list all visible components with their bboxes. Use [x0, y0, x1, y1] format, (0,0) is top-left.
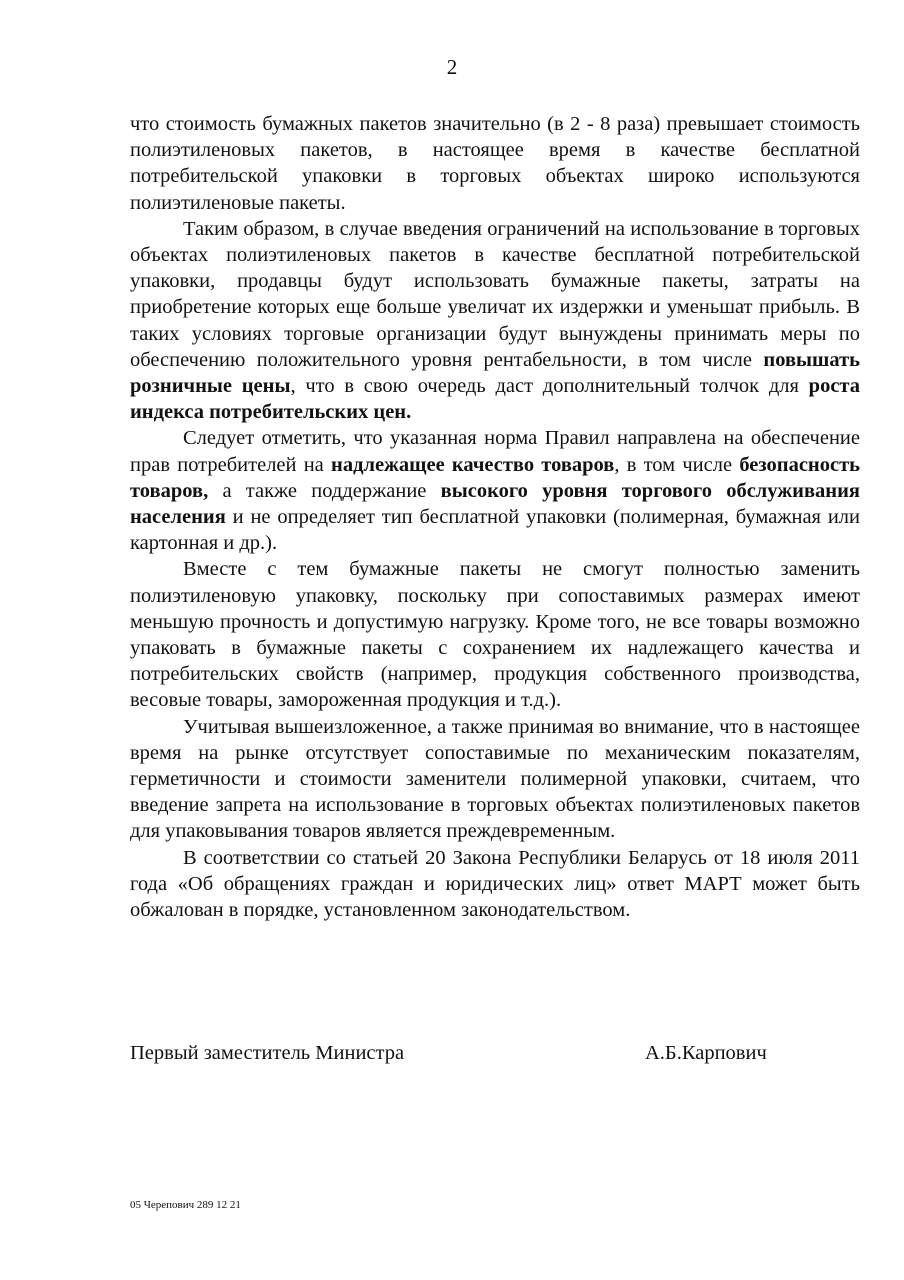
text-segment: В соответствии со статьей 20 Закона Республики Беларусь от 18 июля 2011 года «Об обращениях граждан и юридических лиц» ответ МАРТ может быть обжалован в порядке, установленном законодательством.	[130, 846, 860, 922]
paragraph-6	[130, 845, 860, 924]
paragraph-1	[130, 111, 860, 216]
emphasis-retail-prices: повышать розничные цены	[130, 348, 860, 398]
text-segment: Учитывая вышеизложенное, а также принимая во внимание, что в настоящее время на рынке отсутствует сопоставимые по механическим показателям, герметичности и стоимости заменители полимерной упаковки, считаем, что введение запрета на использование в торговых объектах полиэтиленовых пакетов для упаковывания товаров является преждевременным.	[130, 715, 860, 843]
emphasis-goods-quality: надлежащее качество товаров	[331, 453, 615, 476]
text-segment: , что в свою очередь даст дополнительный толчок для	[290, 375, 809, 398]
paragraph-2	[130, 216, 860, 426]
executor-note: 05 Черепович 289 12 21	[130, 1199, 241, 1211]
emphasis-cpi-growth: роста индекса потребительских цен.	[130, 375, 860, 424]
text-segment: Таким образом, в случае введения ограничений на использование в торговых объектах полиэтиленовых пакетов в качестве бесплатной потребительской упаковки, продавцы будут использовать бумажные пакеты, затраты на приобретение которых еще больше увеличат их издержки и уменьшат прибыль. В таких условиях торговые организации будут вынуждены принимать меры по обеспечению положительного уровня рентабельности, в том числе	[130, 217, 860, 371]
paragraph-3	[130, 425, 860, 556]
page-number: 2	[446, 55, 458, 79]
text-segment: что стоимость бумажных пакетов значительно (в 2 - 8 раза) превышает стоимость полиэтиленовых пакетов, в настоящее время в качестве бесплатной потребительской упаковки в торговых объектах широко используются полиэтиленовые пакеты.	[130, 113, 860, 214]
text-segment: и не определяет тип бесплатной упаковки (полимерная, бумажная или картонная и др.).	[130, 506, 860, 555]
text-segment: , в том числе	[614, 453, 740, 476]
text-segment: а также поддержание	[208, 479, 441, 502]
signatory-name: А.Б.Карпович	[645, 1042, 767, 1064]
emphasis-goods-safety: безопасность товаров,	[130, 453, 860, 502]
paragraph-5	[130, 714, 860, 845]
emphasis-service-level: высокого уровня торгового обслуживания населения	[130, 479, 860, 529]
text-segment: Следует отметить, что указанная норма Правил направлена на обеспечение прав потребителей на	[130, 427, 860, 476]
paragraph-4	[130, 556, 860, 713]
text-segment: Вместе с тем бумажные пакеты не смогут полностью заменить полиэтиленовую упаковку, поскольку при сопоставимых размерах имеют меньшую прочность и допустимую нагрузку. Кроме того, не все товары возможно упаковать в бумажные пакеты с сохранением их надлежащего качества и потребительских свойств (например, продукция собственного производства, весовые товары, замороженная продукция и т.д.).	[130, 558, 860, 712]
letter-body	[130, 111, 860, 923]
signatory-title: Первый заместитель Министра	[130, 1042, 405, 1064]
